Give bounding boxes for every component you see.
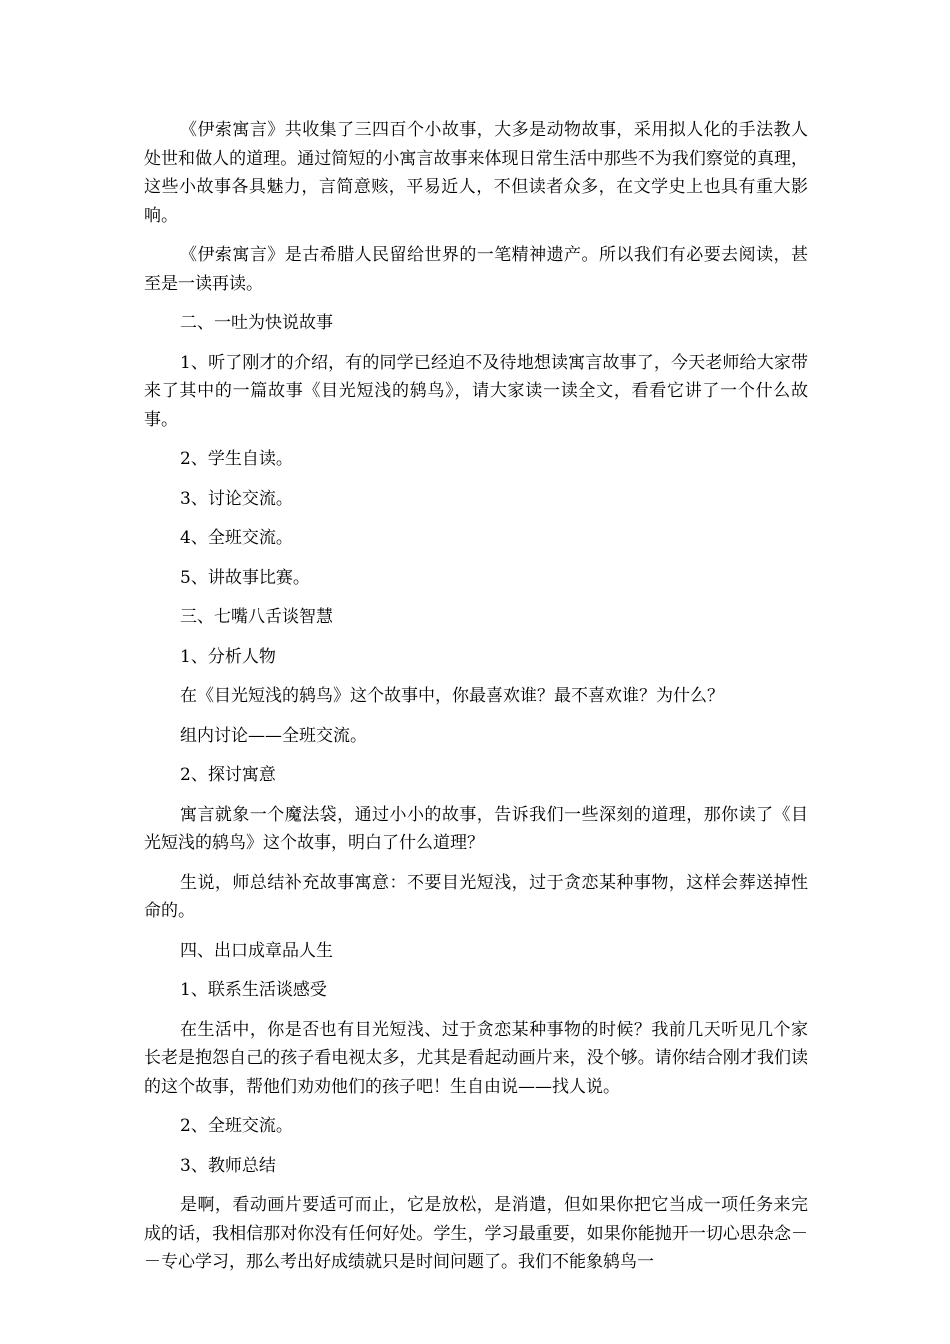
section-heading-4: 四、出口成章品人生	[180, 940, 333, 961]
subheading-teacher-summary: 3、教师总结	[180, 1155, 276, 1176]
teacher-summary-paragraph: 是啊，看动画片要适可而止，它是放松，是消遣，但如果你把它当成一项任务来完成的话，我相信那对你没有任何好处。学生，学习最重要，如果你能抛开一切心思杂念－－专心学习，那么考出好成绩就只是时间问题了。我们不能象鸫鸟一	[144, 1195, 808, 1272]
subheading-life-connection: 1、联系生活谈感受	[180, 980, 327, 1000]
class-exchange-item: 2、全班交流。	[180, 1116, 293, 1136]
legacy-paragraph: 《伊索寓言》是古希腊人民留给世界的一笔精神遗产。所以我们有必要去阅读，甚至是一读再读。	[144, 245, 808, 294]
discussion-line: 组内讨论——全班交流。	[180, 725, 367, 746]
question-paragraph: 在《目光短浅的鸫鸟》这个故事中，你最喜欢谁？最不喜欢谁？为什么？	[180, 686, 724, 706]
section-heading-2: 二、一吐为快说故事	[180, 313, 333, 333]
fable-meaning-paragraph: 寓言就象一个魔法袋，通过小小的故事，告诉我们一些深刻的道理，那你读了《目光短浅的鸫鸟》这个故事，明白了什么道理？	[144, 804, 808, 853]
subheading-explore-meaning: 2、探讨寓意	[180, 765, 276, 785]
step-4-item: 4、全班交流。	[180, 528, 293, 548]
step-1-paragraph: 1、听了刚才的介绍，有的同学已经迫不及待地想读寓言故事了，今天老师给大家带来了其中的一篇故事《目光短浅的鸫鸟》，请大家读一读全文，看看它讲了一个什么故事。	[144, 352, 808, 430]
step-2-item: 2、学生自读。	[180, 449, 293, 469]
section-heading-3: 三、七嘴八舌谈智慧	[180, 607, 333, 627]
step-5-item: 5、讲故事比赛。	[180, 567, 310, 588]
intro-paragraph: 《伊索寓言》共收集了三四百个小故事，大多是动物故事，采用拟人化的手法教人处世和做人的道理。通过简短的小寓言故事来体现日常生活中那些不为我们察觉的真理，这些小故事各具魅力，言简意赅，平易近人，不但读者众多，在文学史上也具有重大影响。	[144, 120, 808, 226]
summary-paragraph: 生说，师总结补充故事寓意：不要目光短浅，过于贪恋某种事物，这样会葬送掉性命的。	[144, 872, 808, 921]
document-page	[144, 116, 808, 1277]
life-paragraph: 在生活中，你是否也有目光短浅、过于贪恋某种事物的时候？我前几天听见几个家长老是抱怨自己的孩子看电视太多，尤其是看起动画片来，没个够。请你结合刚才我们读的这个故事，帮他们劝劝他们的孩子吧！生自由说——找人说。	[144, 1019, 808, 1097]
step-3-item: 3、讨论交流。	[180, 488, 293, 509]
subheading-analyze-characters: 1、分析人物	[180, 646, 276, 667]
